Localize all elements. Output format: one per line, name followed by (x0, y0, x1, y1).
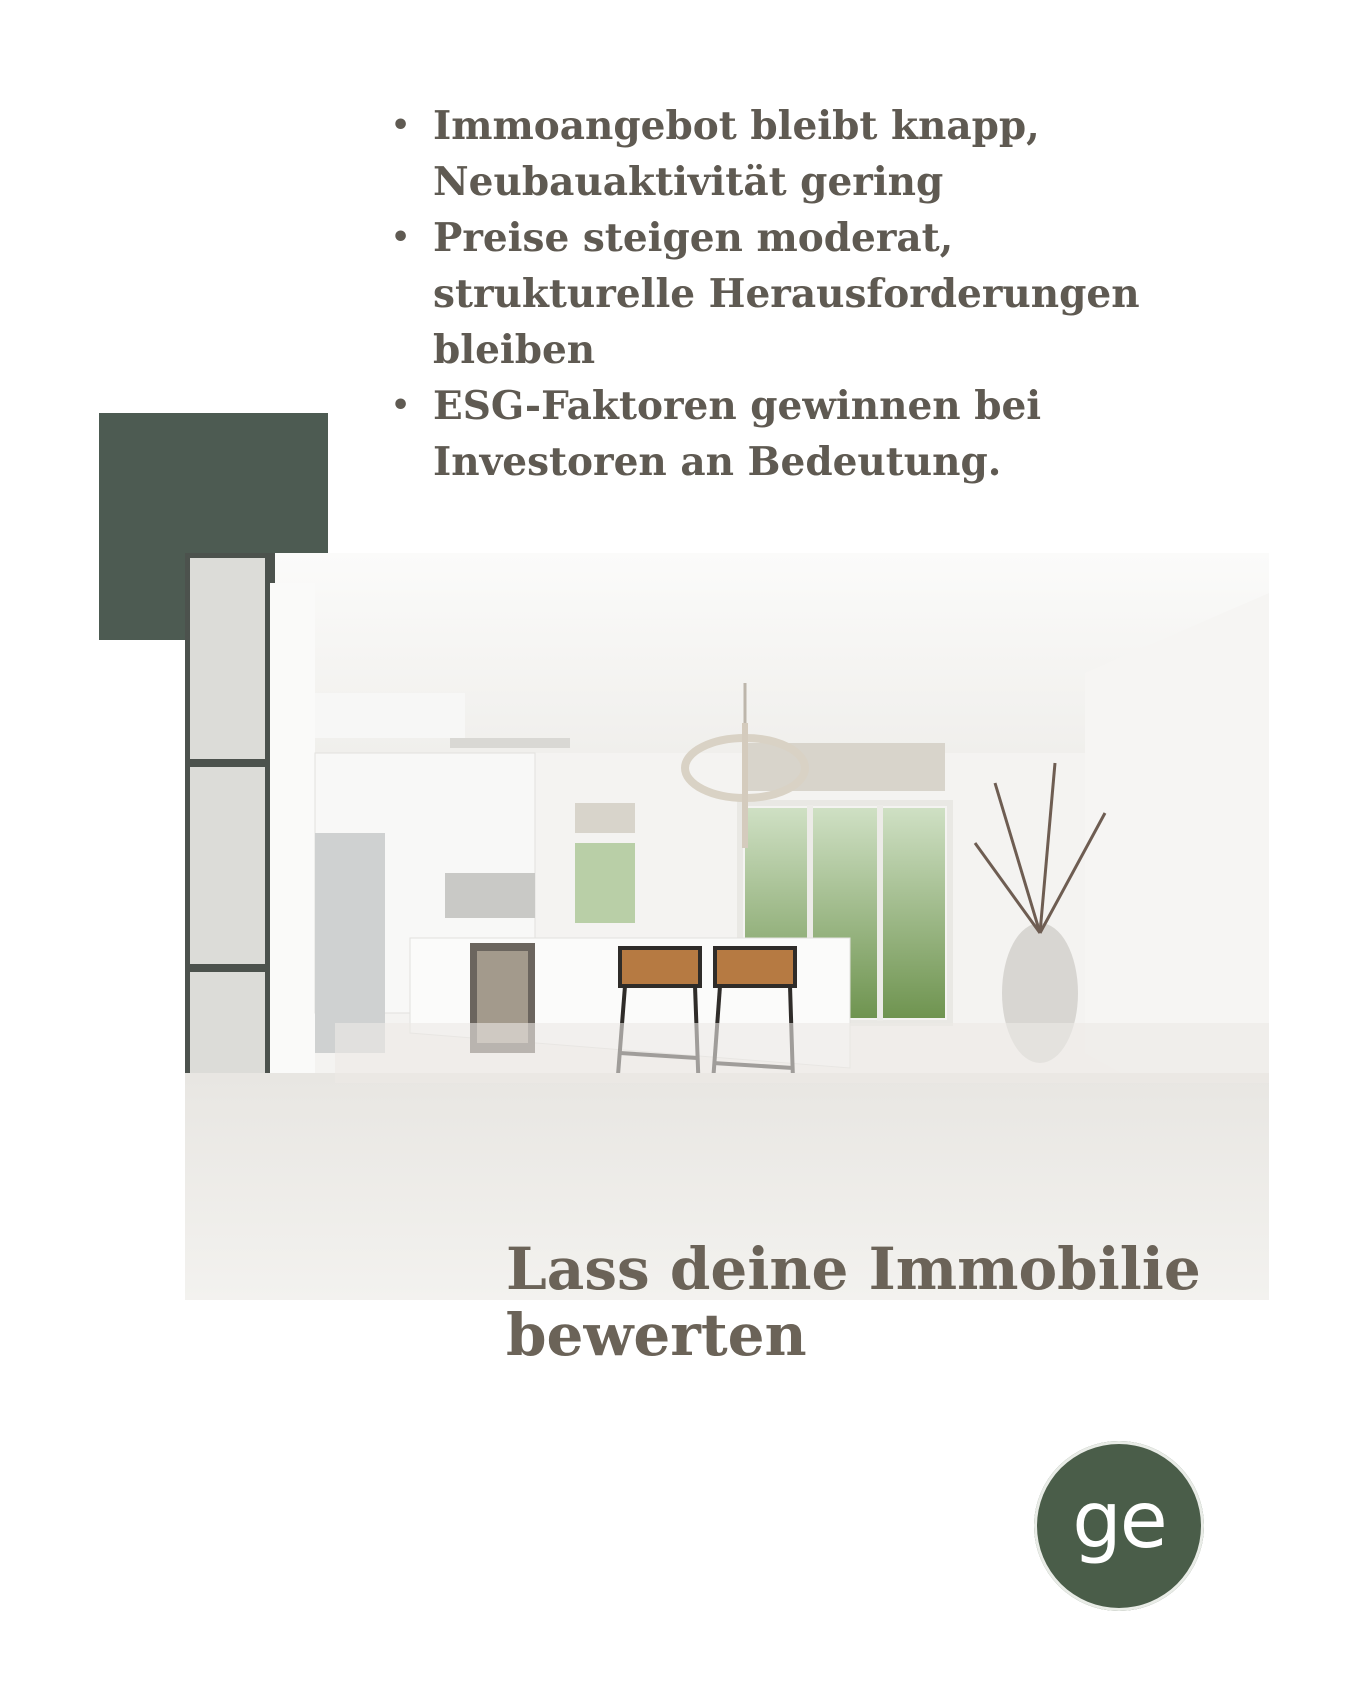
brand-logo (1034, 1441, 1204, 1611)
headline-line-1: Lass deine Immobilie (506, 1235, 1201, 1303)
bullet-icon: • (391, 108, 411, 143)
kitchen-interior-image (185, 553, 1269, 1300)
bullet-item (391, 210, 1193, 378)
logo-text: ge (1072, 1476, 1166, 1566)
bullet-text: ESG-Faktoren gewinnen bei Investoren an Bedeutung. (433, 383, 1042, 485)
bullet-icon: • (391, 388, 411, 423)
bullet-item (391, 378, 1193, 490)
headline-line-2: bewerten (506, 1301, 807, 1369)
bullet-item (391, 98, 1193, 210)
valuation-headline (506, 1236, 1206, 1368)
bullet-text: Preise steigen moderat, strukturelle Herausforderungen bleiben (433, 215, 1140, 373)
key-points-list (385, 98, 1193, 490)
bullet-text: Immoangebot bleibt knapp, Neubauaktivität gering (433, 103, 1040, 205)
bullet-icon: • (391, 220, 411, 255)
